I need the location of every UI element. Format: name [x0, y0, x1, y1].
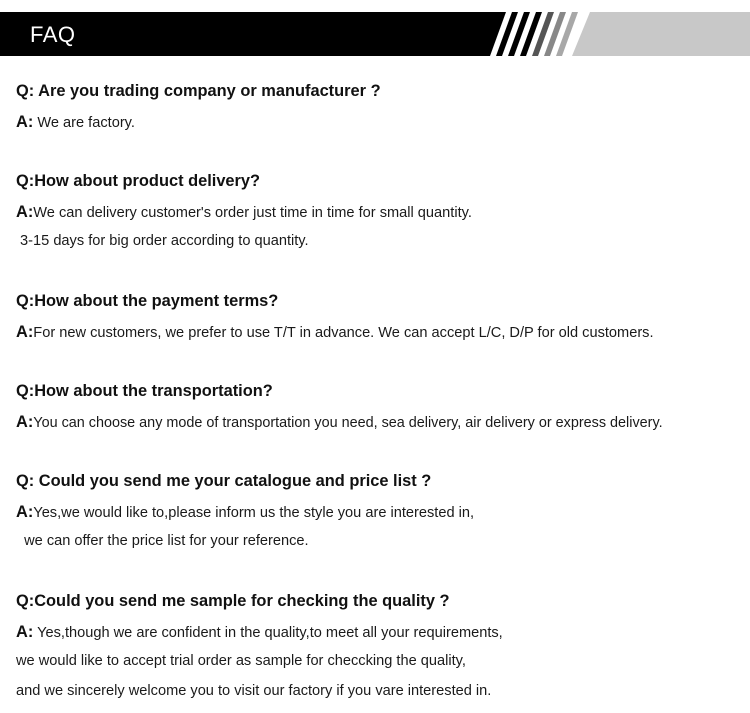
answer-prefix: A: — [16, 503, 34, 521]
answer-text: For new customers, we prefer to use T/T in advance. We can accept L/C, D/P for old customers. — [33, 325, 654, 341]
faq-question-2: Q:How about product delivery? — [16, 172, 261, 190]
answer-prefix: A: — [16, 203, 34, 221]
faq-question-5: Q: Could you send me your catalogue and price list ? — [16, 472, 432, 490]
answer-text: Yes,though we are confident in the quality,to meet all your requirements, — [33, 625, 503, 641]
faq-answer-2-line-1 — [16, 203, 472, 222]
banner-background — [0, 12, 750, 56]
faq-banner — [0, 12, 750, 56]
faq-question-4: Q:How about the transportation? — [16, 382, 273, 400]
answer-text: We can delivery customer's order just time in time for small quantity. — [33, 205, 472, 221]
faq-question-1: Q: Are you trading company or manufacturer ? — [16, 82, 381, 100]
faq-answer-6-line-2: we would like to accept trial order as sample for checcking the quality, — [16, 653, 466, 669]
answer-prefix: A: — [16, 113, 34, 131]
answer-prefix: A: — [16, 323, 34, 341]
faq-question-6: Q:Could you send me sample for checking the quality ? — [16, 592, 450, 610]
answer-text: We are factory. — [33, 115, 135, 131]
faq-answer-2-line-2: 3-15 days for big order according to quantity. — [16, 233, 309, 249]
faq-answer-3-line-1 — [16, 323, 654, 342]
answer-prefix: A: — [16, 413, 34, 431]
faq-answer-5-line-2: we can offer the price list for your reference. — [16, 533, 309, 549]
faq-answer-6-line-3: and we sincerely welcome you to visit our factory if you vare interested in. — [16, 683, 492, 699]
faq-answer-4-line-1 — [16, 413, 663, 432]
faq-answer-6-line-1 — [16, 623, 503, 642]
faq-answer-1-line-1 — [16, 113, 135, 132]
page-title: FAQ — [30, 22, 76, 47]
faq-answer-5-line-1 — [16, 503, 474, 522]
faq-question-3: Q:How about the payment terms? — [16, 292, 279, 310]
answer-text: Yes,we would like to,please inform us the style you are interested in, — [33, 505, 475, 521]
answer-prefix: A: — [16, 623, 34, 641]
answer-text: You can choose any mode of transportation you need, sea delivery, air delivery or express delivery. — [33, 415, 663, 431]
